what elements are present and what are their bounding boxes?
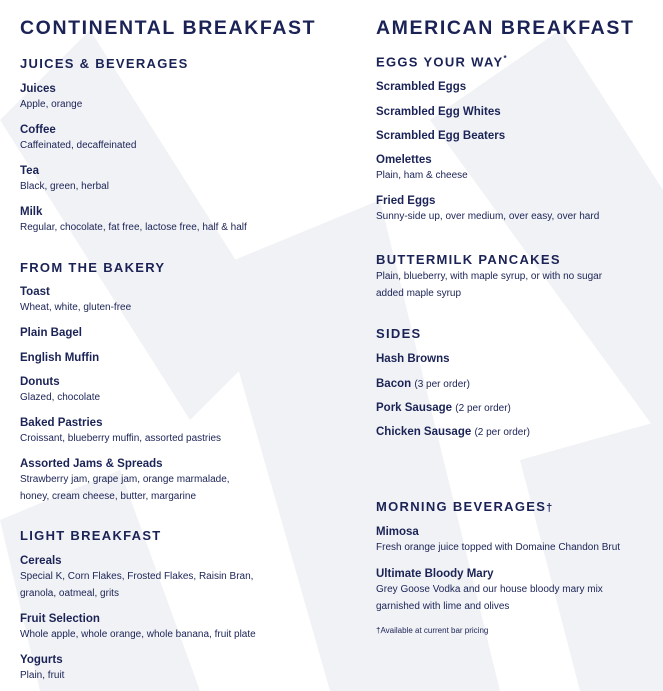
heading-text: EGGS YOUR WAY <box>376 54 504 70</box>
menu-item <box>20 653 64 684</box>
item-name: Bacon <box>376 378 412 390</box>
menu-item <box>20 285 131 316</box>
item-description: Caffeinated, decaffeinated <box>20 140 137 151</box>
item-name: Pork Sausage <box>376 402 453 414</box>
menu-item <box>20 205 247 236</box>
item-name: Yogurts <box>20 654 63 666</box>
menu-item <box>376 425 530 440</box>
juices-beverages-heading: JUICES & BEVERAGES <box>20 56 189 71</box>
menu-item <box>376 525 620 556</box>
menu-item <box>20 554 253 602</box>
item-name: English Muffin <box>20 352 100 364</box>
item-description: Wheat, white, gluten-free <box>20 302 132 313</box>
item-name: Cereals <box>20 555 62 567</box>
item-name: Assorted Jams & Spreads <box>20 458 163 470</box>
heading-text: MORNING BEVERAGES <box>376 499 547 514</box>
item-description: Whole apple, whole orange, whole banana, fruit plate <box>20 629 256 640</box>
item-description: granola, oatmeal, grits <box>20 588 119 599</box>
american-breakfast-title: AMERICAN BREAKFAST <box>376 17 635 39</box>
bar-pricing-footnote: †Available at current bar pricing <box>376 626 489 635</box>
item-description: Plain, blueberry, with maple syrup, or with no sugar <box>376 271 603 282</box>
item-description: added maple syrup <box>376 288 462 299</box>
menu-item <box>20 351 99 365</box>
eggs-your-way-heading <box>376 55 507 68</box>
item-description: honey, cream cheese, butter, margarine <box>20 491 197 502</box>
menu-item <box>20 375 100 406</box>
menu-item <box>376 153 468 184</box>
item-name-with-note <box>376 425 530 440</box>
item-description: Grey Goose Vodka and our house bloody mary mix <box>376 584 603 595</box>
menu-item <box>376 377 470 392</box>
item-description: Strawberry jam, grape jam, orange marmalade, <box>20 474 230 485</box>
item-note: (3 per order) <box>414 379 470 390</box>
item-name: Chicken Sausage <box>376 426 472 438</box>
menu-item <box>376 352 450 366</box>
item-name: Fried Eggs <box>376 195 436 207</box>
item-description: Fresh orange juice topped with Domaine Chandon Brut <box>376 542 621 553</box>
menu-item <box>20 326 82 340</box>
item-name: Milk <box>20 206 43 218</box>
menu-item <box>376 194 599 225</box>
item-note: (2 per order) <box>455 403 511 414</box>
item-name: Mimosa <box>376 526 419 538</box>
menu-item <box>376 105 501 119</box>
menu-item <box>376 401 511 416</box>
item-name: Scrambled Egg Beaters <box>376 130 506 142</box>
item-name-with-note <box>376 377 470 392</box>
menu-item <box>20 82 82 113</box>
item-description: Croissant, blueberry muffin, assorted pastries <box>20 433 222 444</box>
dagger-mark: † <box>546 502 553 514</box>
menu-item <box>376 567 603 615</box>
pancakes-description <box>376 268 602 302</box>
item-name: Hash Browns <box>376 353 450 365</box>
from-the-bakery-heading: FROM THE BAKERY <box>20 260 166 275</box>
asterisk-mark: * <box>503 54 507 63</box>
light-breakfast-heading: LIGHT BREAKFAST <box>20 528 162 543</box>
item-name: Plain Bagel <box>20 327 82 339</box>
item-name: Juices <box>20 83 56 95</box>
sides-heading: SIDES <box>376 326 422 341</box>
item-description: Apple, orange <box>20 99 83 110</box>
item-name: Toast <box>20 286 50 298</box>
morning-beverages-heading <box>376 500 552 514</box>
item-name: Tea <box>20 165 39 177</box>
item-name: Omelettes <box>376 154 432 166</box>
menu-item <box>20 612 256 643</box>
menu-item <box>20 123 136 154</box>
item-name: Fruit Selection <box>20 613 100 625</box>
item-name: Scrambled Egg Whites <box>376 106 501 118</box>
item-name-with-note <box>376 401 511 416</box>
item-description: Special K, Corn Flakes, Frosted Flakes, Raisin Bran, <box>20 571 254 582</box>
buttermilk-pancakes-heading: BUTTERMILK PANCAKES <box>376 252 561 267</box>
item-description: Plain, ham & cheese <box>376 170 468 181</box>
item-name: Scrambled Eggs <box>376 81 467 93</box>
item-description: Glazed, chocolate <box>20 392 101 403</box>
menu-item <box>20 164 109 195</box>
menu-item <box>20 416 221 447</box>
item-description: Black, green, herbal <box>20 181 109 192</box>
item-name: Ultimate Bloody Mary <box>376 568 494 580</box>
item-name: Donuts <box>20 376 60 388</box>
item-name: Baked Pastries <box>20 417 103 429</box>
menu-item <box>376 80 466 94</box>
continental-breakfast-title: CONTINENTAL BREAKFAST <box>20 17 317 39</box>
item-note: (2 per order) <box>474 427 531 438</box>
menu-item <box>20 457 230 505</box>
item-description: Sunny-side up, over medium, over easy, over hard <box>376 211 600 222</box>
menu-item <box>376 129 505 143</box>
item-description: garnished with lime and olives <box>376 601 510 612</box>
item-description: Regular, chocolate, fat free, lactose free, half & half <box>20 222 247 233</box>
item-description: Plain, fruit <box>20 670 65 681</box>
item-name: Coffee <box>20 124 56 136</box>
